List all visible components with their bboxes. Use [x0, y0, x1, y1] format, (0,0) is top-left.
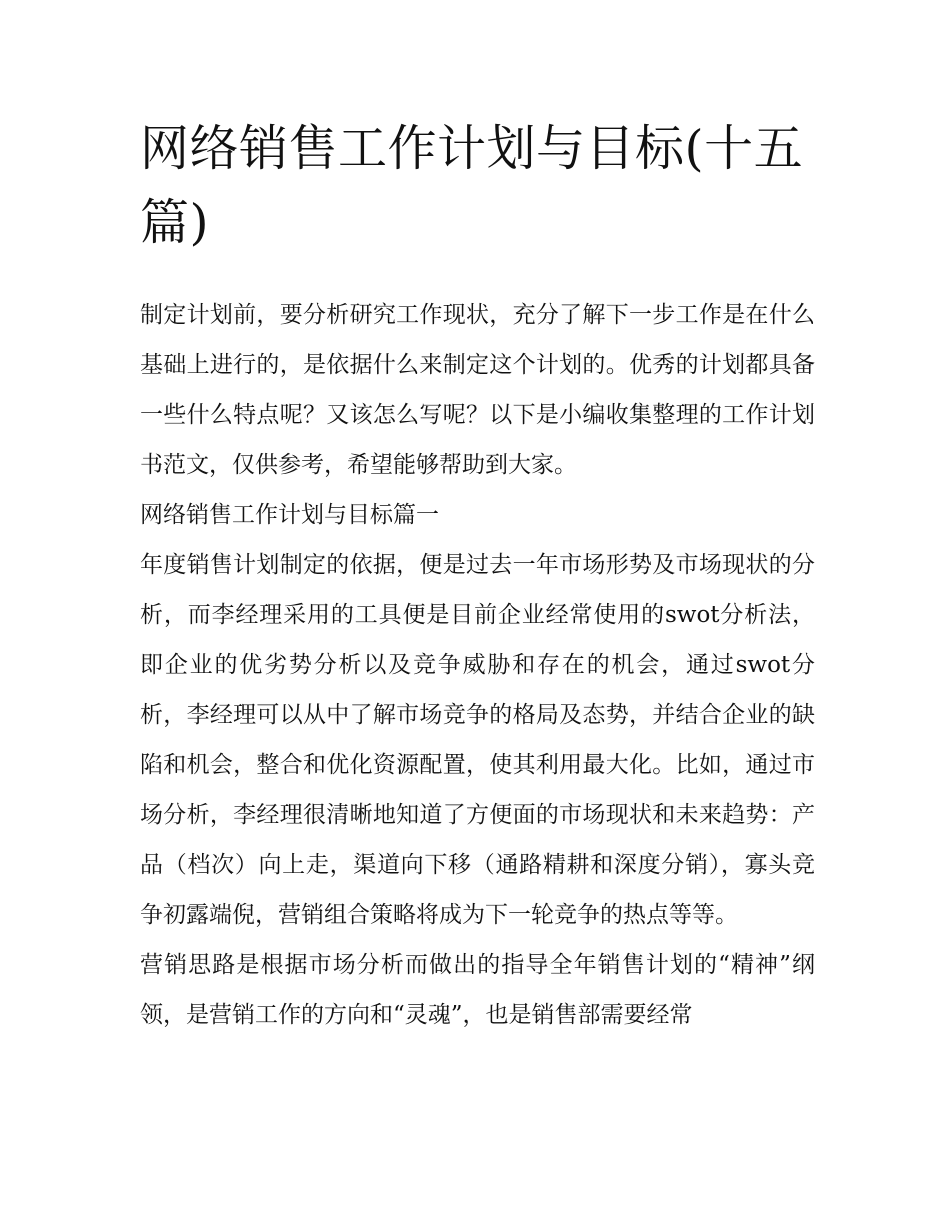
intro-paragraph: 制定计划前，要分析研究工作现状，充分了解下一步工作是在什么基础上进行的，是依据什么来制定这个计划的。优秀的计划都具备一些什么特点呢？又该怎么写呢？以下是小编收集整理的工作计划书范文，仅供参考，希望能够帮助到大家。 [140, 302, 815, 478]
body-paragraph-1: 年度销售计划制定的依据，便是过去一年市场形势及市场现状的分析，而李经理采用的工具便是目前企业经常使用的swot分析法，即企业的优劣势分析以及竞争威胁和存在的机会，通过swot分析，李经理可以从中了解市场竞争的格局及态势，并结合企业的缺陷和机会，整合和优化资源配置，使其利用最大化。比如，通过市场分析，李经理很清晰地知道了方便面的市场现状和未来趋势：产品（档次）向上走，渠道向下移（通路精耕和深度分销），寡头竞争初露端倪，营销组合策略将成为下一轮竞争的热点等等。 [140, 552, 815, 928]
body-paragraph-2: 营销思路是根据市场分析而做出的指导全年销售计划的“精神”纲领，是营销工作的方向和“灵魂”，也是销售部需要经常 [140, 952, 815, 1028]
document-body [140, 112, 815, 1040]
document-title: 网络销售工作计划与目标(十五篇) [140, 120, 804, 251]
section-heading: 网络销售工作计划与目标篇一 [140, 502, 439, 528]
